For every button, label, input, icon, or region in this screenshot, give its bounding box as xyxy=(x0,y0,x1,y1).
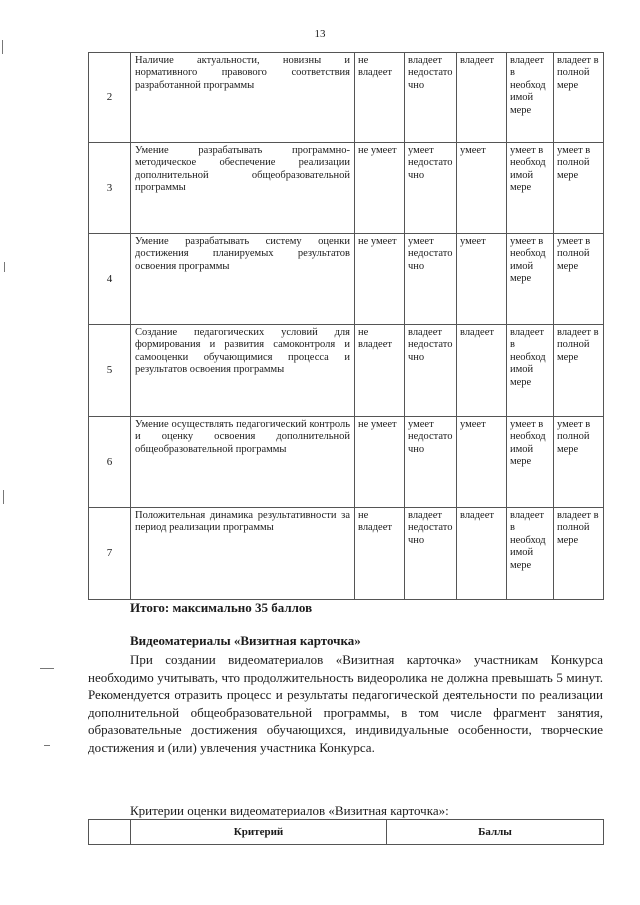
level-cell: владеет в необходимой мере xyxy=(507,53,554,143)
criterion-description: Умение разрабатывать программно-методическое обеспечение реализации дополнительной общеобразовательной программы xyxy=(131,143,355,234)
level-cell: умеет в полной мере xyxy=(554,143,604,234)
level-cell: умеет xyxy=(457,143,507,234)
scan-mark xyxy=(3,490,4,504)
level-cell: не владеет xyxy=(355,325,405,417)
level-cell: владеет xyxy=(457,53,507,143)
level-cell: не умеет xyxy=(355,234,405,325)
column-header: Критерий xyxy=(131,820,387,845)
level-cell: умеет недостаточно xyxy=(405,234,457,325)
criterion-description: Умение разрабатывать систему оценки достижения планируемых результатов освоения программы xyxy=(131,234,355,325)
table-row xyxy=(89,325,604,417)
scan-mark xyxy=(44,745,50,746)
level-cell: умеет xyxy=(457,417,507,508)
level-cell: умеет в необходимой мере xyxy=(507,417,554,508)
level-cell: умеет в полной мере xyxy=(554,234,604,325)
level-cell: владеет недостаточно xyxy=(405,53,457,143)
row-number: 6 xyxy=(89,417,131,508)
level-cell: владеет недостаточно xyxy=(405,508,457,600)
level-cell: владеет в необходимой мере xyxy=(507,325,554,417)
level-cell: владеет в полной мере xyxy=(554,53,604,143)
level-cell: не умеет xyxy=(355,417,405,508)
table-row xyxy=(89,143,604,234)
level-cell: владеет в полной мере xyxy=(554,508,604,600)
level-cell: умеет недостаточно xyxy=(405,417,457,508)
empty-header-cell xyxy=(89,820,131,845)
row-number: 5 xyxy=(89,325,131,417)
row-number: 2 xyxy=(89,53,131,143)
table-row xyxy=(89,417,604,508)
table-header-row xyxy=(89,820,604,845)
level-cell: владеет в необходимой мере xyxy=(507,508,554,600)
table-row xyxy=(89,234,604,325)
page-number: 13 xyxy=(314,28,326,40)
level-cell: владеет недостаточно xyxy=(405,325,457,417)
total-score-line: Итого: максимально 35 баллов xyxy=(130,600,313,615)
column-header: Баллы xyxy=(387,820,604,845)
level-cell: умеет в необходимой мере xyxy=(507,143,554,234)
score-table xyxy=(88,819,604,845)
level-cell: владеет xyxy=(457,325,507,417)
level-cell: умеет недостаточно xyxy=(405,143,457,234)
scan-mark xyxy=(40,668,54,669)
criterion-description: Наличие актуальности, новизны и нормативного правового соответствия разработанной программы xyxy=(131,53,355,143)
level-cell: умеет xyxy=(457,234,507,325)
row-number: 4 xyxy=(89,234,131,325)
criterion-description: Создание педагогических условий для формирования и развития самоконтроля и самооценки обучающимися процесса и результатов освоения программы xyxy=(131,325,355,417)
body-paragraph: При создании видеоматериалов «Визитная карточка» участникам Конкурса необходимо учитывать, что продолжительность видеоролика не должна превышать 5 минут. Рекомендуется отразить процесс и результаты педагогической деятельности по реализации дополнительной общеобразовательной программы, в том числе фрагмент занятия, образовательные достижения обучающихся, индивидуальные особенности, творческие достижения и (или) увлечения участника Конкурса. xyxy=(88,652,603,755)
level-cell: умеет в полной мере xyxy=(554,417,604,508)
criteria-lead-in: Критерии оценки видеоматериалов «Визитная карточка»: xyxy=(130,803,449,818)
criterion-description: Умение осуществлять педагогический контроль и оценку освоения дополнительной общеобразовательной программы xyxy=(131,417,355,508)
table-row xyxy=(89,53,604,143)
level-cell: не владеет xyxy=(355,53,405,143)
section-heading: Видеоматериалы «Визитная карточка» xyxy=(130,633,361,648)
row-number: 7 xyxy=(89,508,131,600)
criterion-description: Положительная динамика результативности за период реализации программы xyxy=(131,508,355,600)
criteria-table xyxy=(88,52,604,600)
row-number: 3 xyxy=(89,143,131,234)
level-cell: владеет xyxy=(457,508,507,600)
level-cell: не владеет xyxy=(355,508,405,600)
level-cell: умеет в необходимой мере xyxy=(507,234,554,325)
level-cell: не умеет xyxy=(355,143,405,234)
scan-mark xyxy=(4,262,5,272)
level-cell: владеет в полной мере xyxy=(554,325,604,417)
scan-mark xyxy=(2,40,3,54)
table-row xyxy=(89,508,604,600)
